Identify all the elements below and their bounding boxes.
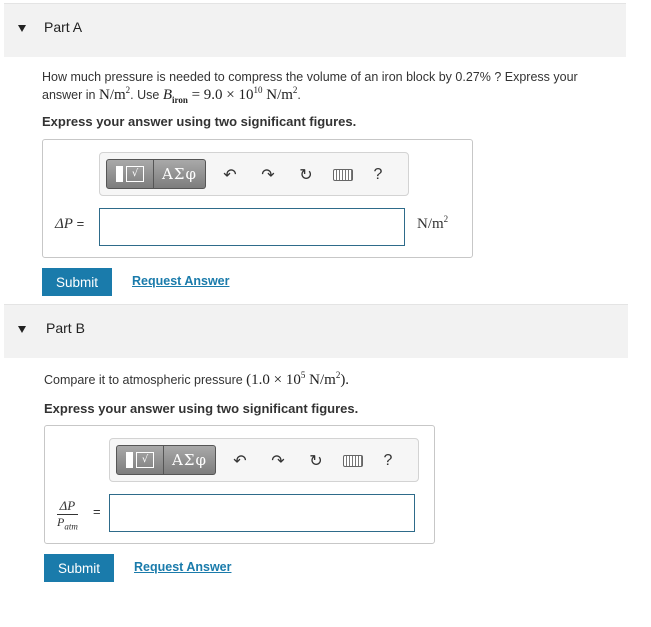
part-b-question: Compare it to atmospheric pressure ($1.0 \times 10^5$ $N/m^2$). — [44, 370, 350, 388]
part-b-title: Part B — [46, 320, 85, 336]
part-b-header[interactable] — [4, 304, 628, 358]
part-b-answer-input[interactable] — [109, 494, 415, 532]
part-b-equals: = — [93, 504, 101, 519]
part-a-title: Part A — [44, 19, 83, 35]
part-a-submit-button[interactable]: Submit — [42, 268, 112, 296]
part-a-answer-input[interactable] — [99, 208, 405, 246]
help-button[interactable]: ? — [383, 452, 393, 469]
greek-symbols-button[interactable]: ΑΣφ — [154, 159, 206, 189]
collapse-triangle-icon[interactable] — [18, 25, 26, 32]
undo-icon[interactable]: ↶ — [233, 453, 247, 470]
templates-button[interactable]: √ — [116, 445, 164, 475]
part-b-answer-box — [44, 425, 435, 544]
collapse-triangle-icon[interactable] — [18, 326, 26, 333]
greek-symbols-button[interactable]: ΑΣφ — [164, 445, 216, 475]
part-b-instruction: Express your answer using two significant figures. — [44, 401, 359, 416]
part-b-request-answer-link[interactable]: Request Answer — [134, 560, 232, 574]
part-b-answer-fraction: ΔP $P_{atm}$ — [57, 498, 78, 532]
part-a-header[interactable] — [4, 3, 626, 57]
template-button-group — [116, 445, 216, 475]
part-a-question: How much pressure is needed to compress the volume of an iron block by 0.27% ? Express your answer in $N/m^2$. Use $B_{iron} = 9.0 \times 10^{10}$ $N/m^2$. — [42, 70, 578, 105]
help-button[interactable]: ? — [373, 166, 383, 183]
part-a-unit: $N/m^2$ — [417, 214, 449, 232]
reset-icon[interactable]: ↻ — [309, 453, 323, 470]
redo-icon[interactable]: ↷ — [261, 167, 275, 184]
templates-button[interactable]: √ — [106, 159, 154, 189]
reset-icon[interactable]: ↻ — [299, 167, 313, 184]
math-toolbar — [99, 152, 409, 196]
keyboard-icon[interactable] — [343, 455, 363, 467]
part-a-answer-label: ΔP = — [55, 216, 85, 232]
part-a-instruction: Express your answer using two significant figures. — [42, 114, 357, 129]
part-a-request-answer-link[interactable]: Request Answer — [132, 274, 230, 288]
undo-icon[interactable]: ↶ — [223, 167, 237, 184]
keyboard-icon[interactable] — [333, 169, 353, 181]
redo-icon[interactable]: ↷ — [271, 453, 285, 470]
part-a-answer-box — [42, 139, 473, 258]
part-b-submit-button[interactable]: Submit — [44, 554, 114, 582]
template-button-group — [106, 159, 206, 189]
math-toolbar — [109, 438, 419, 482]
